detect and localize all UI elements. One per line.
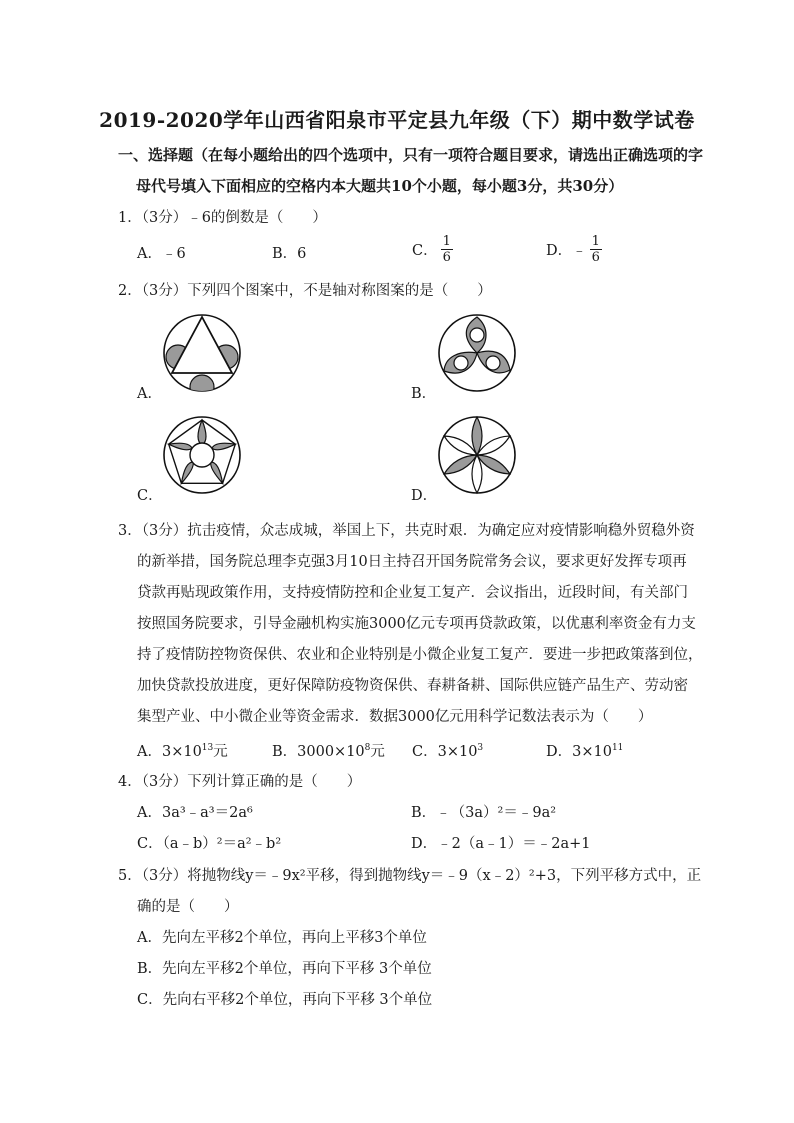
q5-option-a: A．先向左平移2个单位，再向上平移3个单位	[137, 930, 427, 946]
q4-option-a: A．3a³﹣a³＝2a⁶	[137, 805, 253, 821]
q1-option-b: B．6	[272, 246, 307, 262]
q3-b-base: B．3000×10	[272, 744, 365, 760]
q3-b-exp: 8	[364, 743, 371, 753]
q1-option-d-prefix: D．	[546, 243, 573, 259]
q5-stem-line-2: 确的是（ ）	[137, 899, 239, 915]
q3-line-4: 按照国务院要求，引导金融机构实施3000亿元专项再贷款政策，以优惠利率资金有力支	[137, 616, 696, 632]
q3-line-2: 的新举措，国务院总理李克强3月10日主持召开国务院常务会议，要求更好发挥专项再	[137, 554, 687, 570]
q2-label-a: A．	[137, 386, 162, 402]
q3-b-unit: 元	[370, 744, 385, 760]
q3-line-7: 集型产业、中小微企业等资金需求．数据3000亿元用科学记数法表示为（ ）	[137, 709, 653, 725]
q1-c-numerator: 1	[442, 234, 451, 249]
q1-option-c-fraction	[441, 234, 453, 265]
q1-c-denominator: 6	[442, 250, 451, 265]
q2-label-d: D．	[411, 488, 438, 504]
q3-a-unit: 元	[213, 744, 228, 760]
q2-figure-c	[162, 415, 242, 495]
q1-option-c-prefix: C．	[412, 243, 438, 259]
q2-figure-a	[162, 313, 242, 393]
q1-stem: 1．（3分）﹣6的倒数是（ ）	[118, 210, 327, 226]
q3-option-b	[272, 740, 385, 761]
q3-a-base: A．3×10	[137, 744, 202, 760]
q1-d-denominator: 6	[591, 250, 600, 265]
section-heading-line2: 母代号填入下面相应的空格内本大题共10个小题，每小题3分，共30分）	[136, 177, 624, 195]
q5-option-c: C．先向右平移2个单位，再向下平移 3个单位	[137, 992, 433, 1008]
q3-a-exp: 13	[201, 743, 214, 753]
q3-line-5: 持了疫情防控物资保供、农业和企业特别是小微企业复工复产．要进一步把政策落到位，	[137, 647, 703, 663]
q5-stem-line-1: 5．（3分）将抛物线y＝﹣9x²平移，得到抛物线y＝﹣9（x﹣2）²+3，下列平移方式中，正	[118, 868, 702, 884]
q3-c-base: C．3×10	[412, 744, 478, 760]
q1-d-numerator: 1	[591, 234, 600, 249]
q3-c-exp: 3	[477, 743, 484, 753]
q3-option-d	[546, 740, 623, 761]
q1-option-d-fraction	[590, 234, 602, 265]
q3-option-c	[412, 740, 483, 761]
q4-option-c: C．（a﹣b）²＝a²﹣b²	[137, 836, 282, 852]
q4-option-d: D．﹣2（a﹣1）＝﹣2a+1	[411, 836, 591, 852]
q1-option-d-sign: ﹣	[572, 243, 587, 259]
q1-option-d	[546, 234, 602, 265]
q4-option-b: B．﹣（3a）²＝﹣9a²	[411, 805, 557, 821]
q3-line-1: 3．（3分）抗击疫情，众志成城，举国上下，共克时艰．为确定应对疫情影响稳外贸稳外资	[118, 523, 695, 539]
q3-d-base: D．3×10	[546, 744, 612, 760]
q3-line-3: 贷款再贴现政策作用，支持疫情防控和企业复工复产．会议指出，近段时间，有关部门	[137, 585, 688, 601]
q2-stem: 2．（3分）下列四个图案中，不是轴对称图案的是（ ）	[118, 283, 492, 299]
q3-d-exp: 11	[611, 743, 624, 753]
page-title: 2019-2020学年山西省阳泉市平定县九年级（下）期中数学试卷	[99, 108, 695, 132]
q5-option-b: B．先向左平移2个单位，再向下平移 3个单位	[137, 961, 432, 977]
q4-stem: 4．（3分）下列计算正确的是（ ）	[118, 774, 362, 790]
q3-line-6: 加快贷款投放进度，更好保障防疫物资保供、春耕备耕、国际供应链产品生产、劳动密	[137, 678, 688, 694]
q1-option-a: A．﹣6	[137, 246, 186, 262]
q2-figure-b	[437, 313, 517, 393]
q3-option-a	[137, 740, 228, 761]
q2-figure-d	[437, 415, 517, 495]
section-heading-line1: 一、选择题（在每小题给出的四个选项中，只有一项符合题目要求，请选出正确选项的字	[118, 146, 704, 164]
q1-option-c	[412, 234, 453, 265]
q2-label-c: C．	[137, 488, 163, 504]
q2-label-b: B．	[411, 386, 437, 402]
